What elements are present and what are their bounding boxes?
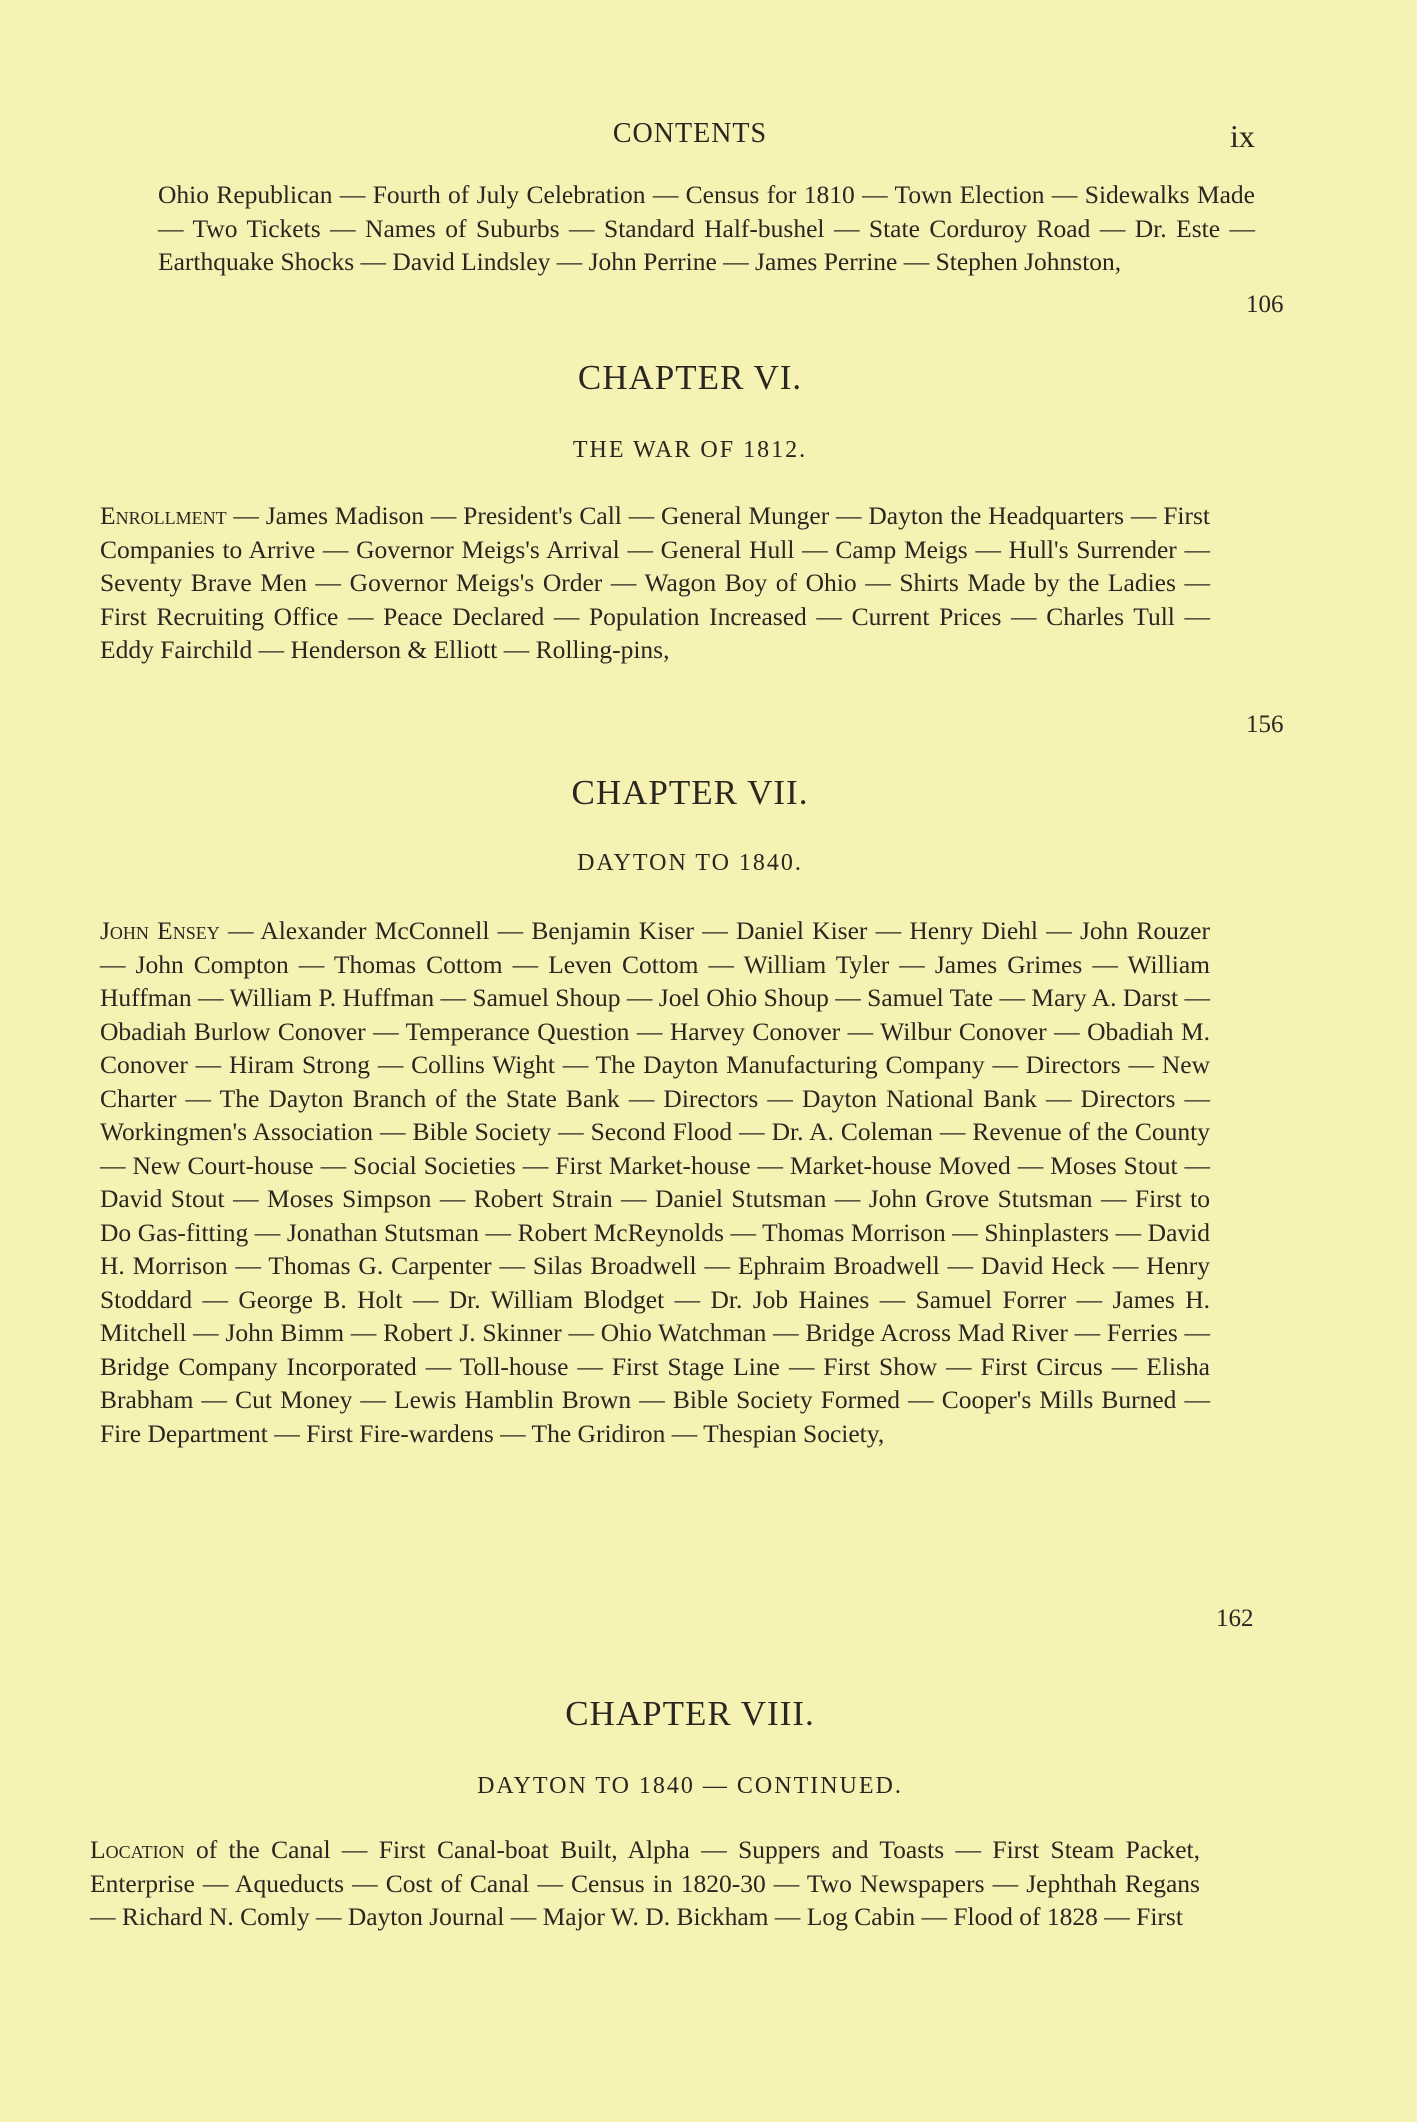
page-number: ix	[1230, 118, 1255, 154]
entry-text: Ohio Republican — Fourth of July Celebration — Census for 1810 — Town Election — Sidewalks Made — Two Tickets — Names of Suburbs — Standard Half-bushel — State Corduroy Road — Dr. Este — Earthquake Shocks — David Lindsley — John Perrine — James Perrine — Stephen Johnston,	[158, 180, 1255, 276]
chapter-subtitle: THE WAR OF 1812.	[572, 437, 808, 463]
entry-page-number: 106	[1246, 291, 1284, 318]
contents-entry	[90, 1833, 1200, 1934]
entry-text: — James Madison — President's Call — General Munger — Dayton the Headquarters — First Companies to Arrive — Governor Meigs's Arrival — General Hull — Camp Meigs — Hull's Surrender — Seventy Brave Men — Governor Meigs's Order — Wagon Boy of Ohio — Shirts Made by the Ladies — First Recruiting Office — Peace Declared — Population Increased — Current Prices — Charles Tull — Eddy Fairchild — Henderson & Elliott — Rolling-pins,	[100, 501, 1210, 664]
contents-entry	[100, 914, 1210, 1450]
entry-lead-word: John Ensey	[100, 916, 220, 945]
entry-lead-word: Enrollment	[100, 501, 227, 530]
entry-lead-word: Location	[90, 1835, 185, 1864]
chapter-subtitle: DAYTON TO 1840.	[577, 850, 803, 876]
entry-page-number: 162	[1216, 1605, 1254, 1632]
chapter-heading: CHAPTER VIII.	[565, 1694, 815, 1733]
chapter-heading: CHAPTER VI.	[577, 358, 803, 397]
chapter-heading: CHAPTER VII.	[571, 773, 809, 812]
chapter-subtitle: DAYTON TO 1840 — CONTINUED.	[477, 1773, 903, 1799]
running-title: CONTENTS	[612, 118, 768, 149]
entry-text: of the Canal — First Canal-boat Built, Alpha — Suppers and Toasts — First Steam Packet, Enterprise — Aqueducts — Cost of Canal — Census in 1820-30 — Two Newspapers — Jephthah Regans — Richard N. Comly — Dayton Journal — Major W. D. Bickham — Log Cabin — Flood of 1828 — First	[90, 1835, 1200, 1931]
entry-page-number: 156	[1246, 711, 1284, 738]
contents-entry	[100, 499, 1210, 667]
contents-entry	[158, 178, 1255, 279]
entry-text: — Alexander McConnell — Benjamin Kiser — Daniel Kiser — Henry Diehl — John Rouzer — John Compton — Thomas Cottom — Leven Cottom — William Tyler — James Grimes — William Huffman — William P. Huffman — Samuel Shoup — Joel Ohio Shoup — Samuel Tate — Mary A. Darst — Obadiah Burlow Conover — Temperance Question — Harvey Conover — Wilbur Conover — Obadiah M. Conover — Hiram Strong — Collins Wight — The Dayton Manufacturing Company — Directors — New Charter — The Dayton Branch of the State Bank — Directors — Dayton National Bank — Directors — Workingmen's Association — Bible Society — Second Flood — Dr. A. Coleman — Revenue of the County — New Court-house — Social Societies — First Market-house — Market-house Moved — Moses Stout — David Stout — Moses Simpson — Robert Strain — Daniel Stutsman — John Grove Stutsman — First to Do Gas-fitting — Jonathan Stutsman — Robert McReynolds — Thomas Morrison — Shinplasters — David H. Morrison — Thomas G. Carpenter — Silas Broadwell — Ephraim Broadwell — David Heck — Henry Stoddard — George B. Holt — Dr. William Blodget — Dr. Job Haines — Samuel Forrer — James H. Mitchell — John Bimm — Robert J. Skinner — Ohio Watchman — Bridge Across Mad River — Ferries — Bridge Company Incorporated — Toll-house — First Stage Line — First Show — First Circus — Elisha Brabham — Cut Money — Lewis Hamblin Brown — Bible Society Formed — Cooper's Mills Burned — Fire Department — First Fire-wardens — The Gridiron — Thespian Society,	[100, 916, 1210, 1448]
